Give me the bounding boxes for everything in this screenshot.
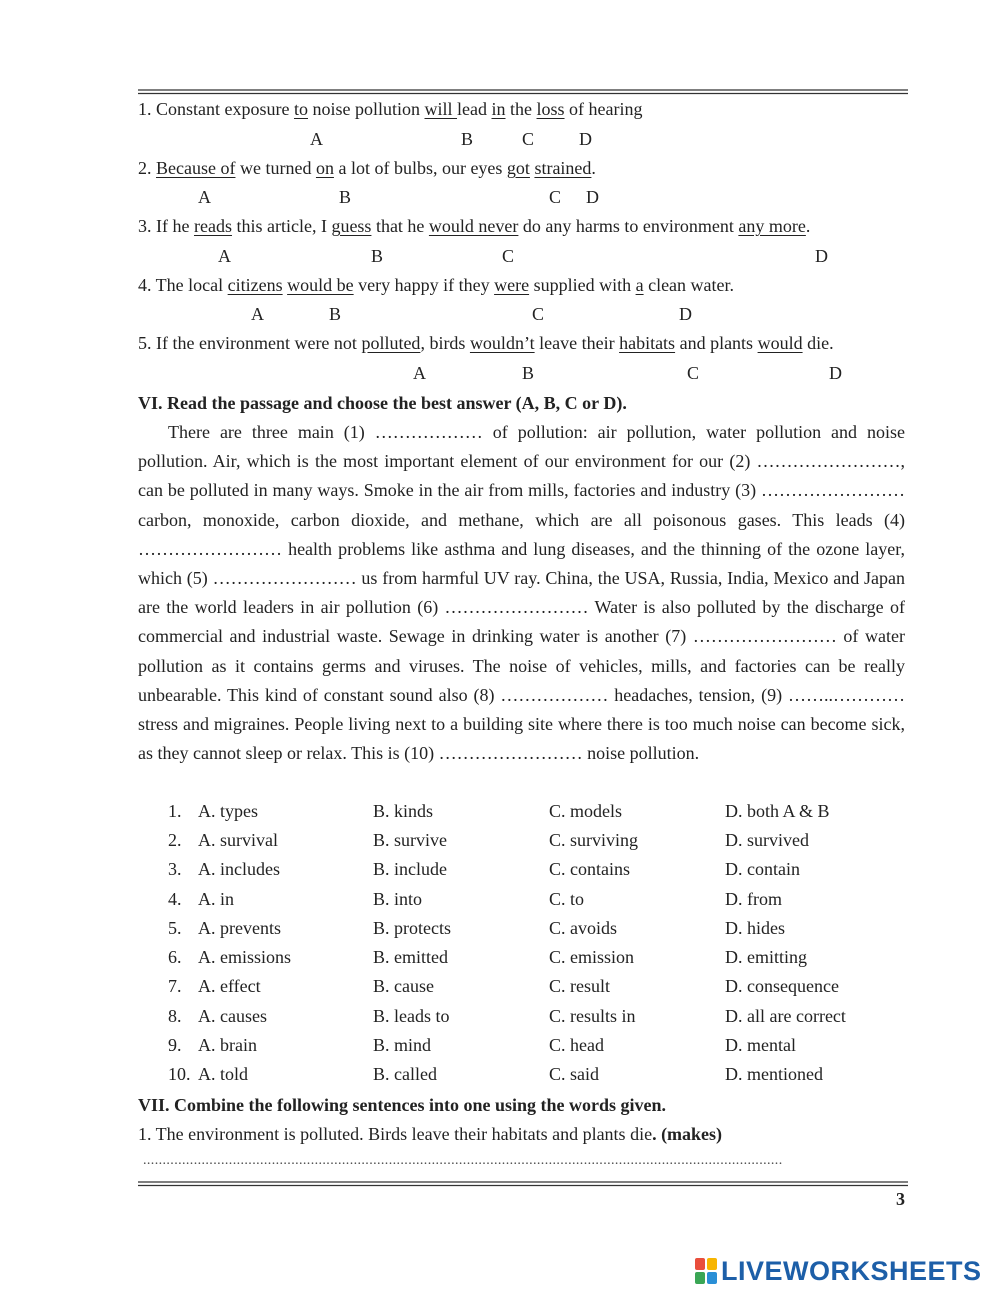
combine-item-1-text: 1. The environment is polluted. Birds leave their habitats and plants die [138, 1124, 653, 1144]
reading-passage [138, 418, 905, 768]
error-item-2: 2. Because of we turned on a lot of bulbs, our eyes got strained. [138, 158, 596, 178]
option-a[interactable]: A. emissions [198, 947, 292, 967]
option-number: 10. [168, 1064, 191, 1084]
option-d[interactable]: D. survived [725, 830, 809, 850]
option-b[interactable]: B. into [373, 889, 423, 909]
option-c[interactable]: C. emission [549, 947, 635, 967]
option-number: 3. [168, 859, 182, 879]
error-item-3-label-a: A [218, 246, 231, 266]
option-a[interactable]: A. in [198, 889, 234, 909]
option-b[interactable]: B. called [373, 1064, 437, 1084]
option-b[interactable]: B. leads to [373, 1006, 450, 1026]
section-7-heading: VII. Combine the following sentences into one using the words given. [138, 1095, 667, 1115]
error-item-1-label-d: D [579, 129, 592, 149]
option-number: 7. [168, 976, 182, 996]
bottom-double-rule [138, 1181, 908, 1187]
logo-text: LIVEWORKSHEETS [721, 1255, 982, 1286]
option-c[interactable]: C. said [549, 1064, 600, 1084]
options-row-4 [168, 888, 908, 910]
combine-item-1-hint: . (makes) [652, 1124, 723, 1144]
option-number: 4. [168, 889, 182, 909]
option-number: 6. [168, 947, 182, 967]
option-a[interactable]: A. told [198, 1064, 249, 1084]
error-item-5: 5. If the environment were not polluted, birds wouldn’t leave their habitats and plants would die. [138, 333, 834, 353]
options-row-8 [168, 1005, 908, 1027]
error-item-5-label-d: D [829, 363, 842, 383]
top-double-rule [138, 89, 908, 95]
option-c[interactable]: C. surviving [549, 830, 639, 850]
option-a[interactable]: A. brain [198, 1035, 257, 1055]
error-item-4-label-d: D [679, 304, 692, 324]
option-d[interactable]: D. all are correct [725, 1006, 846, 1026]
option-a[interactable]: A. effect [198, 976, 261, 996]
options-row-6 [168, 946, 908, 968]
options-row-10 [168, 1063, 908, 1085]
logo-blocks-icon [695, 1258, 717, 1284]
error-item-2-label-c: C [549, 187, 562, 207]
option-d[interactable]: D. consequence [725, 976, 839, 996]
page-number: 3 [896, 1189, 905, 1209]
option-a[interactable]: A. survival [198, 830, 278, 850]
option-d[interactable]: D. hides [725, 918, 785, 938]
option-number: 9. [168, 1035, 182, 1055]
answer-line[interactable]: .................................................................................................................................................................... [143, 1153, 783, 1168]
error-item-1-label-a: A [310, 129, 323, 149]
option-c[interactable]: C. results in [549, 1006, 636, 1026]
option-b[interactable]: B. emitted [373, 947, 448, 967]
option-d[interactable]: D. emitting [725, 947, 807, 967]
option-d[interactable]: D. both A & B [725, 801, 830, 821]
option-d[interactable]: D. contain [725, 859, 800, 879]
options-row-9 [168, 1034, 908, 1056]
liveworksheets-logo [695, 1255, 982, 1287]
error-item-3-label-b: B [371, 246, 384, 266]
option-a[interactable]: A. types [198, 801, 258, 821]
error-item-3-label-c: C [502, 246, 515, 266]
option-d[interactable]: D. mentioned [725, 1064, 823, 1084]
error-item-4-label-b: B [329, 304, 342, 324]
error-item-5-label-c: C [687, 363, 700, 383]
error-item-3: 3. If he reads this article, I guess that he would never do any harms to environment any more. [138, 216, 811, 236]
option-d[interactable]: D. mental [725, 1035, 796, 1055]
option-b[interactable]: B. cause [373, 976, 434, 996]
passage-text: There are three main (1) ……………… of pollution: air pollution, water pollution and noise pollution. Air, which is the most important element of our environment for our (2) ……………………, can be polluted in many ways. Smoke in the air from mills, factories and industry (3) …………………… carbon, monoxide, carbon dioxide, and methane, which are all poisonous gases. This leads (4) …………………… health problems like asthma and lung diseases, and the thinning of the ozone layer, which (5) …………………… us from harmful UV ray. China, the USA, Russia, India, Mexico and Japan are the world leaders in air pollution (6) …………………… Water is also polluted by the discharge of commercial and industrial waste. Sewage in drinking water is another (7) …………………… of water pollution as it contains germs and viruses. The noise of vehicles, mills, and factories can be really unbearable. This kind of constant sound also (8) ……………… headaches, tension, (9) ……..………… stress and migraines. People living next to a building site where there is too much noise can become sick, as they cannot sleep or relax. This is (10) …………………… noise pollution. [138, 422, 905, 764]
option-d[interactable]: D. from [725, 889, 782, 909]
option-c[interactable]: C. models [549, 801, 623, 821]
error-item-2-label-d: D [586, 187, 599, 207]
option-c[interactable]: C. contains [549, 859, 630, 879]
option-c[interactable]: C. avoids [549, 918, 618, 938]
option-a[interactable]: A. includes [198, 859, 280, 879]
options-row-2 [168, 829, 908, 851]
options-row-3 [168, 858, 908, 880]
error-item-1-label-b: B [461, 129, 474, 149]
option-c[interactable]: C. head [549, 1035, 604, 1055]
option-b[interactable]: B. include [373, 859, 447, 879]
option-b[interactable]: B. kinds [373, 801, 434, 821]
error-item-1-label-c: C [522, 129, 535, 149]
error-item-5-label-a: A [413, 363, 426, 383]
combine-item-1 [138, 1125, 722, 1143]
error-item-4: 4. The local citizens would be very happy if they were supplied with a clean water. [138, 275, 735, 295]
option-number: 2. [168, 830, 182, 850]
option-c[interactable]: C. to [549, 889, 585, 909]
option-a[interactable]: A. causes [198, 1006, 267, 1026]
option-b[interactable]: B. protects [373, 918, 451, 938]
option-number: 1. [168, 801, 182, 821]
error-item-2-label-b: B [339, 187, 352, 207]
option-number: 8. [168, 1006, 182, 1026]
option-b[interactable]: B. mind [373, 1035, 432, 1055]
error-item-4-label-c: C [532, 304, 545, 324]
options-row-1 [168, 800, 908, 822]
error-item-4-label-a: A [251, 304, 264, 324]
error-item-5-label-b: B [522, 363, 535, 383]
error-item-1: 1. Constant exposure to noise pollution will lead in the loss of hearing [138, 99, 643, 119]
section-6-heading: VI. Read the passage and choose the best answer (A, B, C or D). [138, 393, 627, 413]
error-item-3-label-d: D [815, 246, 828, 266]
options-row-7 [168, 975, 908, 997]
option-b[interactable]: B. survive [373, 830, 447, 850]
option-c[interactable]: C. result [549, 976, 610, 996]
error-item-2-label-a: A [198, 187, 211, 207]
option-a[interactable]: A. prevents [198, 918, 281, 938]
options-row-5 [168, 917, 908, 939]
option-number: 5. [168, 918, 182, 938]
